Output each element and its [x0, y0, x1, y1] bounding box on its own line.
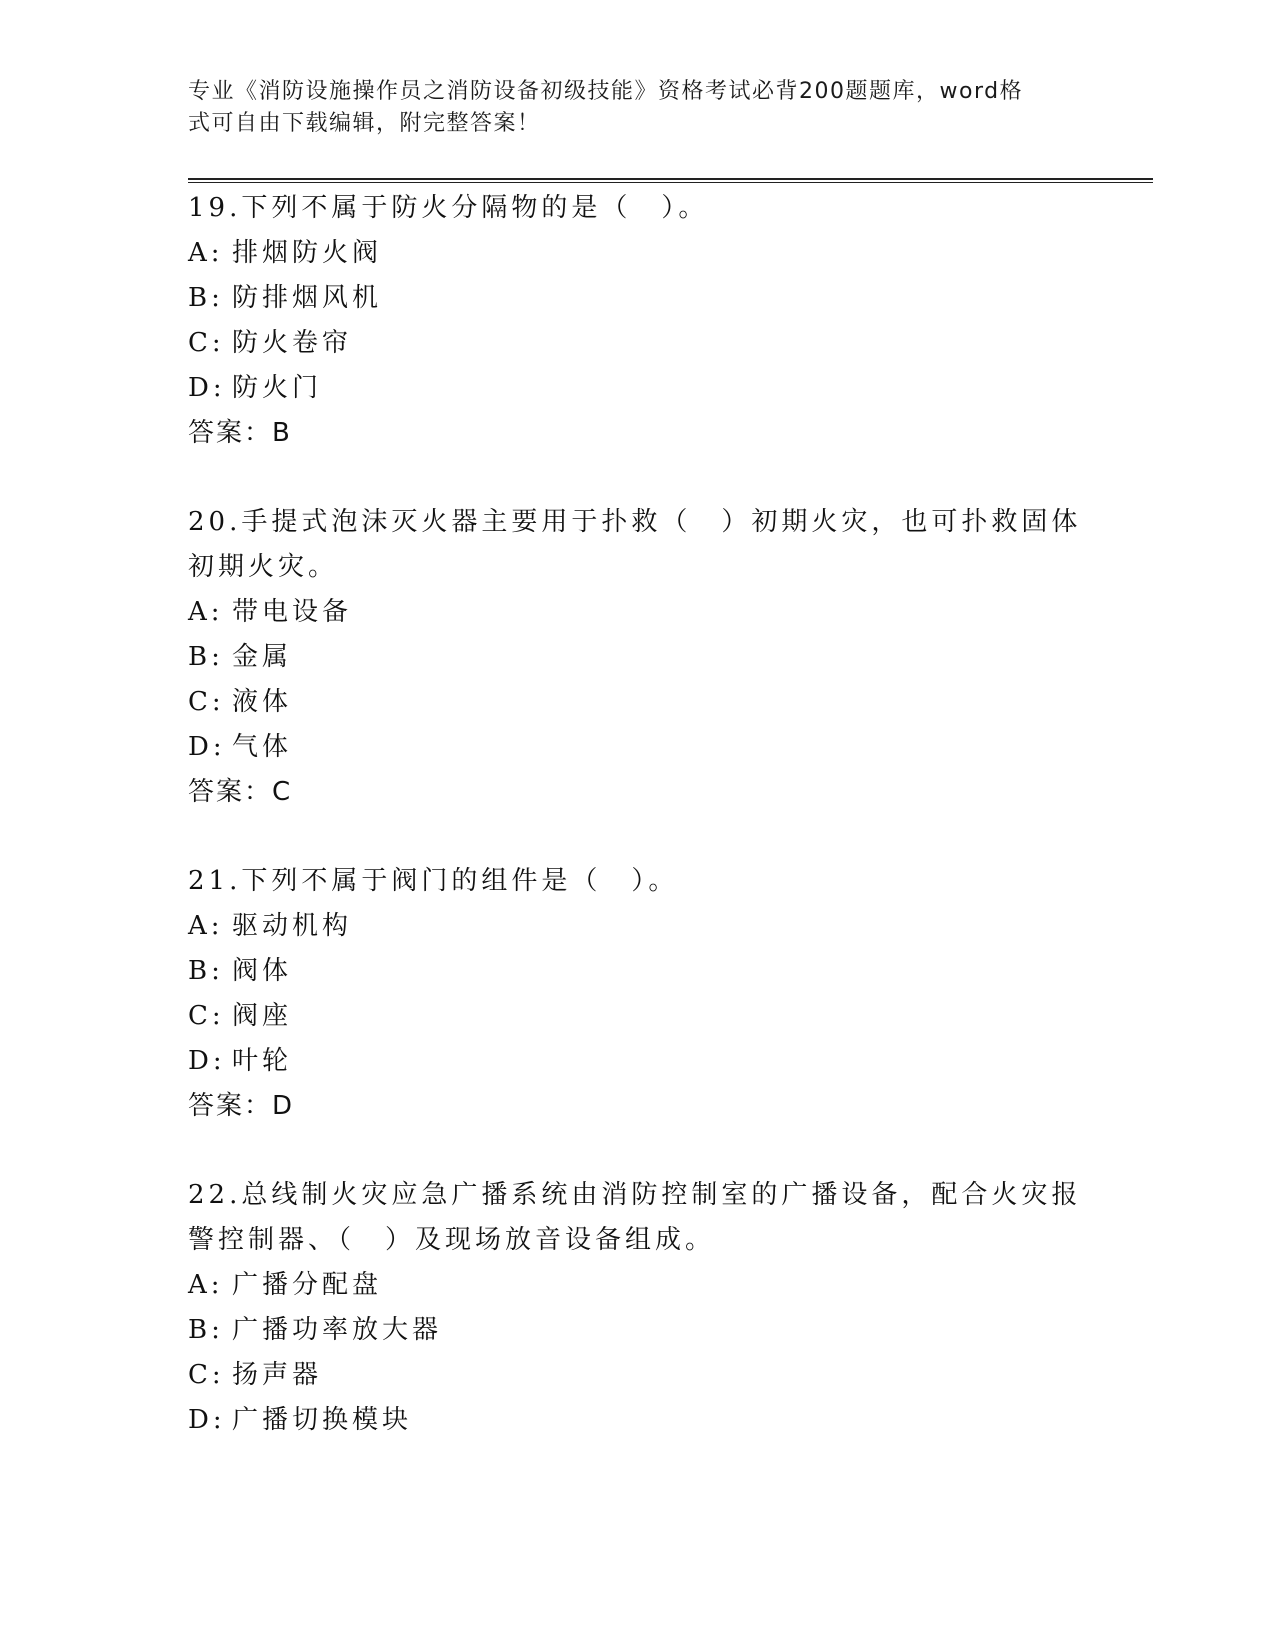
option-c — [188, 994, 1088, 1039]
option-text: 液体 — [232, 687, 293, 717]
answer-line: 答案：B — [188, 418, 292, 448]
option-text: 带电设备 — [232, 597, 353, 627]
option-b — [188, 635, 1088, 680]
option-text: 防排烟风机 — [232, 283, 383, 313]
question-20 — [188, 500, 1088, 815]
header-divider-thin — [188, 182, 1153, 183]
option-text: 排烟防火阀 — [232, 238, 383, 268]
option-letter: C: — [188, 1360, 225, 1390]
option-c — [188, 680, 1088, 725]
question-21 — [188, 859, 1088, 1129]
document-header — [188, 76, 1068, 140]
header-divider-thick — [188, 178, 1153, 180]
option-text: 广播分配盘 — [232, 1270, 383, 1300]
option-text: 广播切换模块 — [232, 1405, 413, 1435]
option-a — [188, 904, 1088, 949]
question-stem: 19.下列不属于防火分隔物的是（ ）。 — [188, 193, 709, 223]
option-c — [188, 321, 1088, 366]
option-letter: B: — [188, 956, 224, 986]
option-letter: D: — [188, 373, 226, 403]
option-letter: A: — [188, 597, 224, 627]
option-b — [188, 276, 1088, 321]
option-d — [188, 1039, 1088, 1084]
option-d — [188, 366, 1088, 411]
option-a — [188, 590, 1088, 635]
option-letter: B: — [188, 642, 224, 672]
option-letter: D: — [188, 732, 226, 762]
option-letter: C: — [188, 1001, 225, 1031]
question-list — [188, 186, 1088, 1487]
option-letter: D: — [188, 1046, 226, 1076]
header-line-2: 式可自由下载编辑，附完整答案！ — [188, 111, 541, 136]
option-b — [188, 1308, 1088, 1353]
header-line-1: 专业《消防设施操作员之消防设备初级技能》资格考试必背200题题库，word格 — [188, 79, 1024, 104]
question-stem: 20.手提式泡沫灭火器主要用于扑救（ ）初期火灾，也可扑救固体初期火灾。 — [188, 507, 1082, 582]
option-text: 防火门 — [232, 373, 323, 403]
option-letter: A: — [188, 238, 224, 268]
option-text: 阀体 — [232, 956, 293, 986]
question-19 — [188, 186, 1088, 456]
option-text: 广播功率放大器 — [232, 1315, 443, 1345]
option-a — [188, 1263, 1088, 1308]
option-text: 气体 — [232, 732, 293, 762]
option-d — [188, 725, 1088, 770]
option-text: 扬声器 — [232, 1360, 323, 1390]
question-stem: 21.下列不属于阀门的组件是（ ）。 — [188, 866, 679, 896]
answer-line: 答案：D — [188, 1091, 295, 1121]
option-letter: C: — [188, 687, 225, 717]
option-letter: D: — [188, 1405, 226, 1435]
option-text: 金属 — [232, 642, 293, 672]
answer-line: 答案：C — [188, 777, 293, 807]
option-b — [188, 949, 1088, 994]
option-text: 防火卷帘 — [232, 328, 353, 358]
option-text: 叶轮 — [232, 1046, 293, 1076]
option-letter: B: — [188, 283, 224, 313]
option-letter: A: — [188, 911, 224, 941]
option-c — [188, 1353, 1088, 1398]
option-letter: C: — [188, 328, 225, 358]
option-d — [188, 1398, 1088, 1443]
option-a — [188, 231, 1088, 276]
question-stem: 22.总线制火灾应急广播系统由消防控制室的广播设备，配合火灾报警控制器、（ ）及现场放音设备组成。 — [188, 1180, 1082, 1255]
option-text: 阀座 — [232, 1001, 293, 1031]
option-text: 驱动机构 — [232, 911, 353, 941]
question-22 — [188, 1173, 1088, 1443]
option-letter: B: — [188, 1315, 224, 1345]
option-letter: A: — [188, 1270, 224, 1300]
